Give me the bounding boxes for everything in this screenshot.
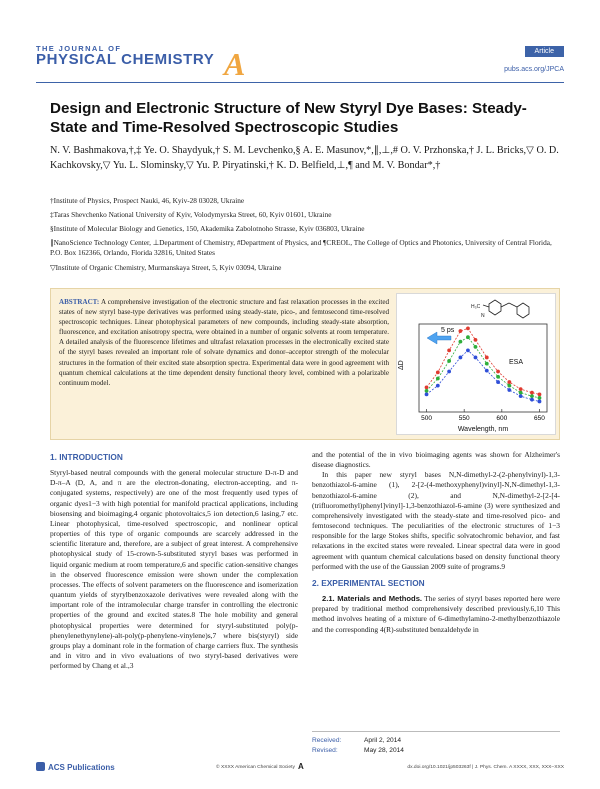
data-point-red: [425, 385, 429, 389]
molecule-bond-2: [509, 303, 517, 307]
data-point-red: [530, 391, 534, 395]
toc-graphic: [396, 293, 556, 435]
page-number: A: [298, 762, 304, 771]
journal-url-link[interactable]: pubs.acs.org/JPCA: [504, 66, 564, 73]
x-tick-label: 600: [496, 415, 508, 422]
data-point-red: [459, 329, 463, 333]
data-point-red: [485, 356, 489, 360]
data-point-green: [507, 384, 511, 388]
data-point-green: [447, 359, 451, 363]
received-date: April 2, 2014: [364, 737, 402, 744]
data-point-blue: [485, 369, 489, 373]
section-heading-introduction: 1. INTRODUCTION: [50, 452, 123, 462]
author-list: N. V. Bashmakova,†,‡ Ye. O. Shaydyuk,† S. M. Levchenko,§ A. E. Masunov,*,∥,⊥,# O. V. Przhonska,† J. L. Bricks,▽ O. D. Kachkovsky,▽ Yu. L. Slominsky,▽ Yu. P. Piryatinski,† K. D. Belfield,⊥,¶ and M. V. Bondar*,†: [50, 145, 559, 171]
right-paragraph-3: [312, 594, 560, 635]
journal-name-small: THE JOURNAL OF: [36, 44, 122, 53]
esa-label: ESA: [509, 359, 524, 366]
molecule-ring-1: [489, 300, 501, 315]
x-axis-ticks: [421, 409, 545, 422]
data-point-green: [459, 340, 463, 344]
molecule-ch3-label: H₃C: [471, 304, 481, 310]
revised-label: Revised:: [312, 747, 338, 754]
section-heading-experimental: 2. EXPERIMENTAL SECTION: [312, 577, 425, 588]
left-column: [50, 450, 298, 671]
molecule-structure: [483, 300, 529, 318]
journal-name-big: PHYSICAL CHEMISTRY: [36, 51, 215, 68]
affiliation-3: §Institute of Molecular Biology and Genetics, 150, Akademika Zabolotnoho Strasse, Kyiv 036803, Ukraine: [50, 224, 365, 233]
affiliation-5: ▽Institute of Organic Chemistry, Murmanskaya Street, 5, Kyiv 03094, Ukraine: [50, 263, 282, 272]
data-point-blue: [507, 388, 511, 392]
data-point-red: [436, 371, 440, 375]
abstract-box: [50, 288, 560, 440]
right-paragraph-1: and the potential of the in vivo bioimaging agents was shown for Alzheimer's disease diagnostics.: [312, 450, 560, 470]
y-axis-label: ΔD: [398, 360, 405, 370]
data-point-green: [538, 396, 542, 400]
data-point-green: [425, 389, 429, 393]
data-point-blue: [466, 349, 470, 353]
page-footer: [36, 762, 564, 776]
revised-date: May 28, 2014: [364, 747, 404, 754]
header-divider: [36, 82, 564, 83]
introduction-paragraph: Styryl-based neutral compounds with the general molecular structure D-π-D and D-π–A (D, A, and π are the electron-donating, electron-accepting, and π-conjugated systems, respectively) are one of the most frequently used types of organic dyes1−3 with high potential for manifold practical applications, including biosensing and bioimaging,4 organic photovoltaics,5 ion detection,6 lasing,7 etc. Linear photophysical, time-resolved spectroscopic, and nonlinear optical properties of this type of organic compounds are scarcely addressed in the scientific literature and, therefore, are a subject of great interest. A comprehensive photophysical study of 15-crown-5-substituted styryl bases was performed in liquid organic medium at room temperature,6 and specific cation-sensitive changes in the observed fluorescence emission were shown under the complexation processes. The effects of solvent parameters on the fluorescence and isomerization quantum yields of styrylbenzoxazole derivatives were revealed along with the important role of the intramolecular charge transfer in controlling the electronic properties of the ground and excited states.8 The hole mobility and general photophysical properties were determined for styryl-substituted poly(p-phenylenethynylene)-alt-poly(p-phenylene-vinylene)s,7 where bis(styryl) side groups play a dominant role in the formation of charge carriers flux. The synthesis and in vitro and in vivo evaluations of two styryl-based derivatives were performed by Chang et al.,3: [50, 468, 298, 671]
copyright-notice: © XXXX American Chemical Society: [216, 765, 295, 770]
received-label: Received:: [312, 737, 342, 744]
article-type-badge: Article: [525, 46, 564, 57]
received-row: [312, 736, 560, 746]
data-point-green: [519, 391, 523, 395]
data-point-blue: [474, 356, 478, 360]
data-point-red: [519, 387, 523, 391]
journal-logo: [36, 44, 246, 82]
data-point-blue: [425, 393, 429, 397]
data-point-blue: [436, 384, 440, 388]
acs-publisher-name: ACS Publications: [48, 763, 115, 772]
abstract-body: A comprehensive investigation of the electronic structure and fast relaxation processes in the excited states of new styryl base-type derivatives was performed using steady-state, pico-, and femtosecond time-resolved spectroscopic techniques. Linear photophysical parameters of new compounds, including steady-state absorption, fluorescence, and excitation anisotropy spectra, were obtained in a number of organic solvents at room temperature. A detailed analysis of the fluorescence lifetimes and ultrafast relaxation processes in the electronically excited state of the styryl bases revealed an important role of solvate dynamics and donor–acceptor strength of the molecular structures in the formation of their excited state absorption spectra. Experimental data were in good agreement with quantum chemical calculations at the time dependent density functional theory level, combined with a polarizable continuum model.: [59, 298, 390, 387]
x-tick-label: 500: [421, 415, 432, 422]
data-point-blue: [447, 370, 451, 374]
subsection-heading: 2.1. Materials and Methods.: [322, 594, 423, 604]
data-point-green: [485, 362, 489, 366]
molecule-bond-1: [501, 303, 509, 307]
abstract-label: ABSTRACT:: [59, 298, 100, 306]
data-point-green: [474, 345, 478, 349]
data-point-blue: [538, 400, 542, 404]
methods-text: The series of styryl bases reported here were prepared by traditional method comprehensively described previously.6,10 This method involves heating of a mixture of 6-dimethylamino-2-methylbenzothiazole and the corresponding 4(R)-substituted benzaldehyde in: [312, 594, 560, 634]
affiliation-1: †Institute of Physics, Prospect Nauki, 46, Kyiv-28 03028, Ukraine: [50, 196, 245, 205]
received-dates: [312, 731, 560, 756]
x-axis-label: Wavelength, nm: [457, 426, 509, 433]
x-tick-label: 550: [458, 415, 470, 422]
doi-link[interactable]: dx.doi.org/10.1021/jp503263f | J. Phys. Chem. A XXXX, XXX, XXX−XXX: [407, 765, 564, 770]
data-point-blue: [519, 394, 523, 398]
series-line-green: [427, 337, 540, 398]
right-paragraph-2: In this paper new styryl bases N,N-dimethyl-2-(2-phenylvinyl)-1,3-benzothiazol-6-amine (1), 2-[2-(4-methoxyphenyl)vinyl]-N,N-dimethyl-1,3-benzothiazol-6-amine (2), and N,N-dimethyl-2-[2-[4-(trifluoromethyl)phenyl]vinyl]-1,3-benzothiazol-6-amine (3) were synthesized and comprehensively investigated with the steady-state and time-resolved pico- and femtosecond techniques. The peculiarities of the electronic structures of 1−3 responsible for the large Stokes shifts, specific solvatochromic behavior, and fast relaxations in the excited states were revealed. Linear spectral data were in good agreement with quantum chemical calculations based on density functional theory performed with the use of the Gaussian 2009 suite of programs.9: [312, 470, 560, 571]
time-label: 5 ps: [441, 327, 455, 334]
paper-title: Design and Electronic Structure of New Styryl Dye Bases: Steady-State and Time-Resolved Spectroscopic Studies: [50, 100, 527, 136]
x-tick-label: 650: [534, 415, 545, 422]
affiliation-4: ∥NanoScience Technology Center, ⊥Department of Chemistry, #Department of Physics, and ¶CREOL, The College of Optics and Photonics, University of Central Florida, P.O. Box 162366, Orlando, Florida 32816, United States: [50, 238, 552, 257]
data-point-green: [530, 394, 534, 398]
revised-row: [312, 746, 560, 756]
data-point-blue: [530, 398, 534, 402]
molecule-n-label: N: [481, 313, 485, 319]
data-point-green: [496, 375, 500, 379]
data-point-blue: [459, 356, 463, 360]
data-point-green: [466, 335, 470, 339]
affiliation-2: ‡Taras Shevchenko National University of Kyiv, Volodymyrska Street, 60, Kyiv 01601, Ukraine: [50, 210, 332, 219]
molecule-bond-3: [483, 305, 489, 307]
abstract-text: [59, 297, 389, 388]
data-point-red: [447, 349, 451, 353]
data-point-blue: [496, 380, 500, 384]
right-column: [312, 450, 560, 635]
data-point-red: [507, 380, 511, 384]
data-point-red: [496, 370, 500, 374]
data-point-red: [474, 338, 478, 342]
acs-logo-icon: [36, 762, 45, 771]
data-point-green: [436, 377, 440, 381]
data-point-red: [466, 327, 470, 331]
journal-logo-letter: A: [224, 46, 246, 82]
absorption-chart: [397, 294, 555, 434]
data-point-red: [538, 393, 542, 397]
series-blue: [425, 349, 542, 404]
molecule-ring-2: [517, 303, 529, 318]
acs-publications-logo: [36, 762, 115, 772]
